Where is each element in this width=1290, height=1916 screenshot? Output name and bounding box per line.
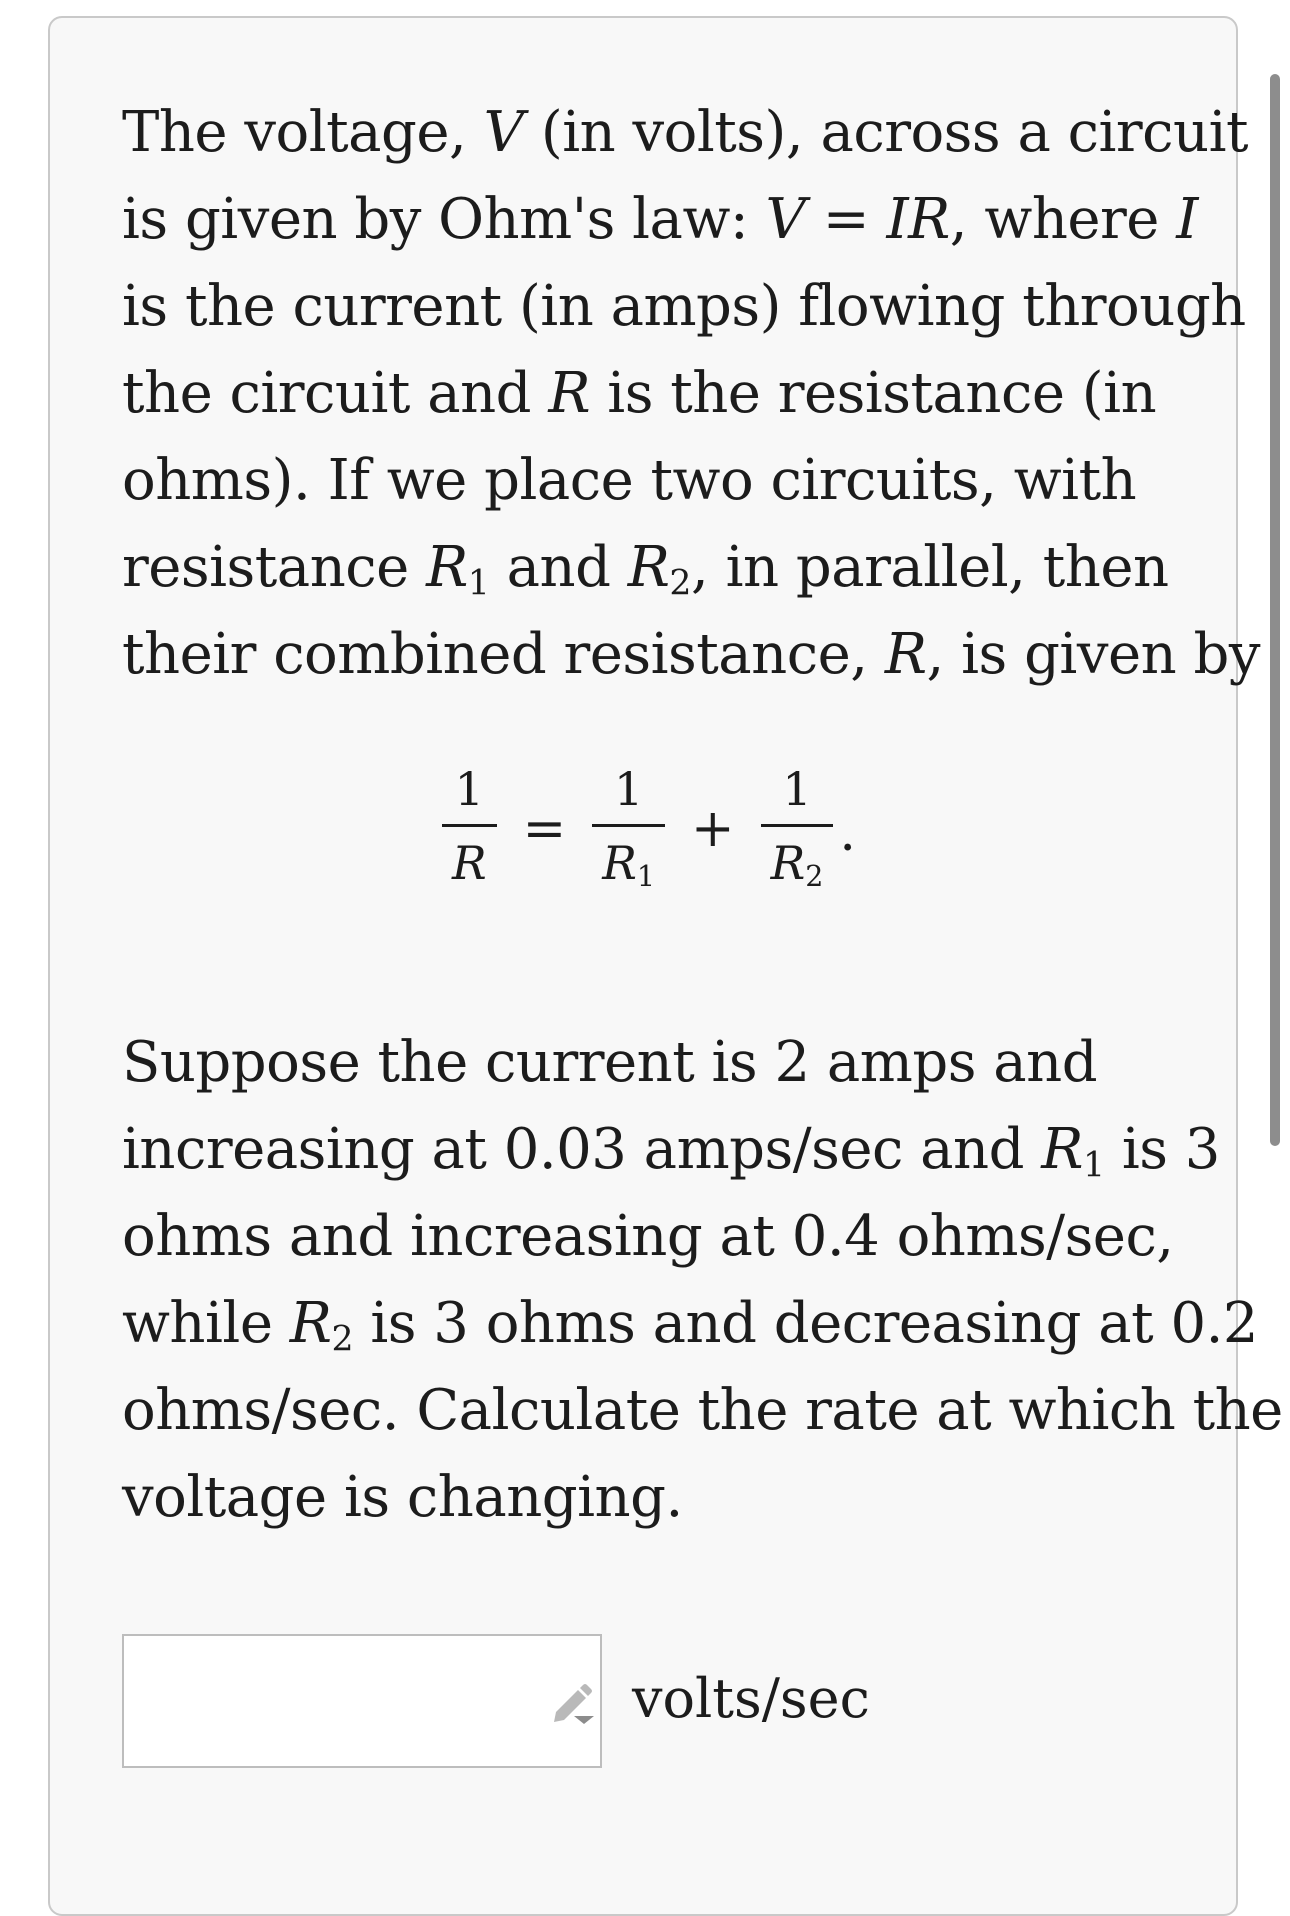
parallel-resistance-equation: $\frac{1}{R}$ = $\frac{1}{R_1}$ + $\frac{1}{R_2}$ . xyxy=(430,742,856,912)
equals-sign: = xyxy=(522,799,567,859)
problem-intro: The voltage, V (in volts), across a circuit is given by Ohm's law: V = IR, where I is the current (in amps) flowing through the circuit and R is the resistance (in ohms). If we place two circuits, with resistance $R_1$ and $R_2$, in parallel, then their combined resistance, R, is given by xyxy=(122,100,1260,687)
problem-question: Suppose the current is 2 amps and increasing at 0.03 amps/sec and $R_1$ is 3 ohms and increasing at 0.4 ohms/sec, while $R_2$ is 3 ohms and decreasing at 0.2 ohms/sec. Calculate the rate at which the voltage is changing. xyxy=(122,1030,1283,1530)
plus-sign: + xyxy=(691,799,735,859)
answer-unit-label: volts/sec xyxy=(632,1667,870,1730)
fraction-one-over-r1: $\frac{1}{R_1}$ xyxy=(592,762,665,893)
fraction-one-over-r2: $\frac{1}{R_2}$ xyxy=(761,762,834,893)
pencil-icon[interactable] xyxy=(550,1680,596,1726)
scrollbar[interactable] xyxy=(1270,74,1280,1146)
fraction-one-over-r: $\frac{1}{R}$ xyxy=(442,762,497,893)
answer-input[interactable] xyxy=(122,1634,602,1768)
